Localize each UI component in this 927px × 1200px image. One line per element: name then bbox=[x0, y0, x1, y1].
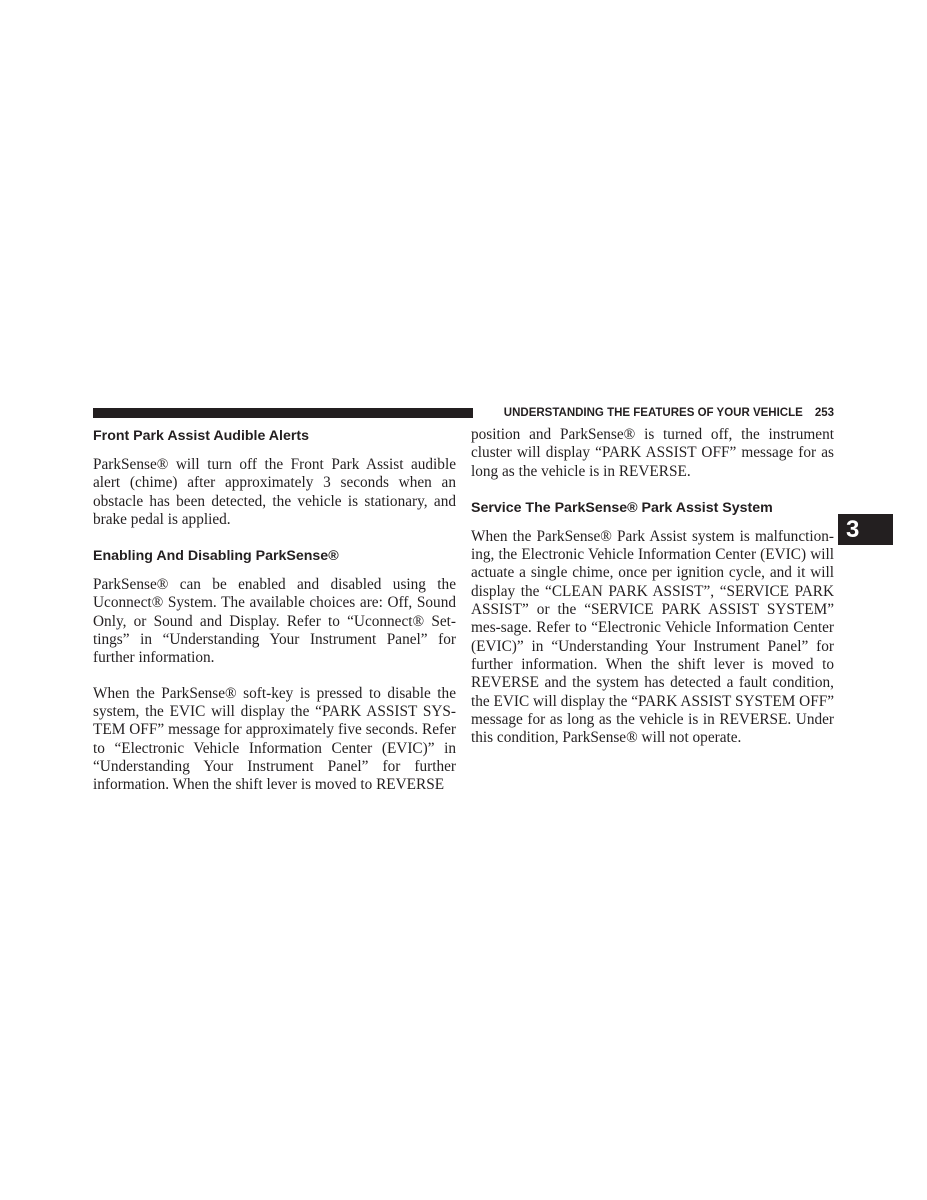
paragraph: position and ParkSense® is turned off, the instrument cluster will display “PARK ASSIST OFF” message for as long as the vehicle is in REVERSE. bbox=[471, 426, 834, 480]
chapter-tab bbox=[838, 514, 893, 545]
heading-enabling-disabling: Enabling And Disabling ParkSense® bbox=[93, 548, 339, 565]
running-header bbox=[484, 405, 834, 421]
paragraph: ParkSense® will turn off the Front Park Assist audible alert (chime) after approximately 3 seconds when an obstacle has been detected, the vehicle is stationary, and brake pedal is applied. bbox=[93, 456, 456, 528]
page-number: 253 bbox=[814, 407, 834, 419]
section-title: UNDERSTANDING THE FEATURES OF YOUR VEHICLE bbox=[503, 407, 803, 419]
heading-front-park-assist: Front Park Assist Audible Alerts bbox=[93, 428, 310, 444]
header-rule bbox=[93, 408, 473, 418]
paragraph: When the ParkSense® Park Assist system is malfunction-ing, the Electronic Vehicle Information Center (EVIC) will actuate a single chime, once per ignition cycle, and it will display the “CLEAN PARK ASSIST”, “SERVICE PARK ASSIST” or the “SERVICE PARK ASSIST SYSTEM” mes-sage. Refer to “Electronic Vehicle Information Center (EVIC)” in “Understanding Your Instrument Panel” for further information. When the shift lever is moved to REVERSE and the system has detected a fault condition, the EVIC will display the “PARK ASSIST SYSTEM OFF” message for as long as the vehicle is in REVERSE. Under this condition, ParkSense® will not operate. bbox=[471, 527, 834, 747]
left-column bbox=[93, 426, 456, 801]
chapter-number: 3 bbox=[846, 515, 860, 543]
right-column bbox=[471, 426, 834, 754]
heading-service-parksense: Service The ParkSense® Park Assist System bbox=[471, 499, 773, 516]
paragraph: When the ParkSense® soft-key is pressed to disable the system, the EVIC will display the “PARK ASSIST SYS-TEM OFF” message for approximately five seconds. Refer to “Electronic Vehicle Information Center (EVIC)” in “Understanding Your Instrument Panel” for further information. When the shift lever is moved to REVERSE bbox=[93, 684, 456, 794]
paragraph: ParkSense® can be enabled and disabled using the Uconnect® System. The available choices are: Off, Sound Only, or Sound and Display. Refer to “Uconnect® Set-tings” in “Understanding Your Instrument Panel” for further information. bbox=[93, 576, 456, 667]
